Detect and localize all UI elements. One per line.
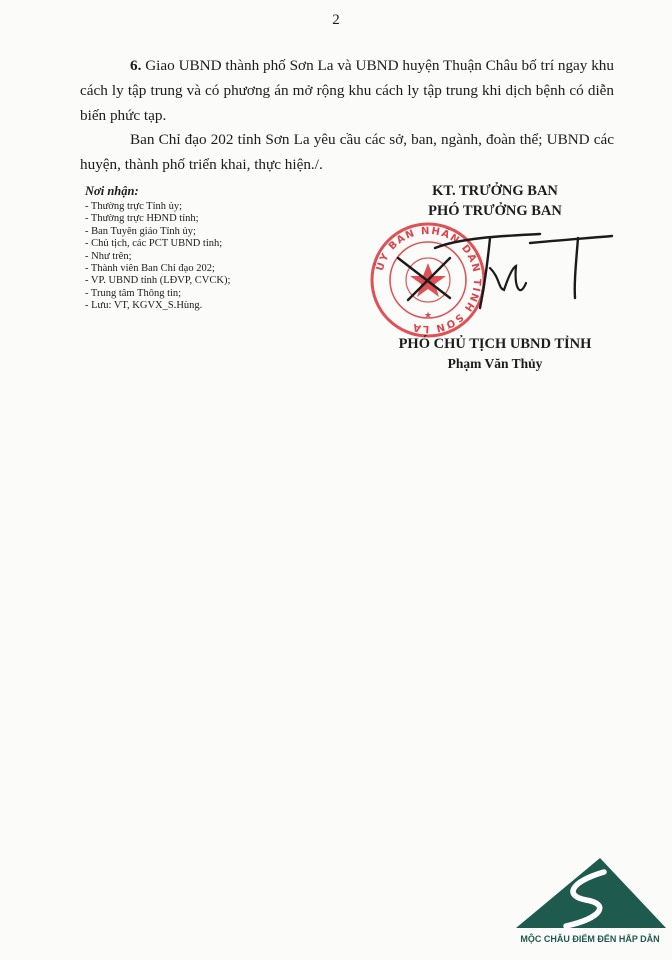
recipient-item: - VP. UBND tỉnh (LĐVP, CVCK); <box>85 275 231 287</box>
paragraph-6-text: Giao UBND thành phố Sơn La và UBND huyện Thuận Châu bố trí ngay khu cách ly tập trung và có phương án mở rộng khu cách ly tập trung khi dịch bệnh có diễn biến phức tạp. <box>80 57 614 124</box>
recipient-item: - Chủ tịch, các PCT UBND tỉnh; <box>85 238 223 250</box>
paragraph-number: 6. <box>130 57 142 74</box>
page-number: 2 <box>332 12 340 28</box>
recipient-item: - Ban Tuyên giáo Tỉnh ủy; <box>85 225 196 237</box>
recipient-item: - Trung tâm Thông tin; <box>85 287 182 299</box>
paragraph-6 <box>80 53 614 128</box>
recipient-item: - Như trên; <box>85 250 132 262</box>
svg-text:ỦY BAN NHÂN DÂN TỈNH SƠN LA: ỦY BAN NHÂN DÂN TỈNH SƠN LA <box>374 225 483 335</box>
watermark-text: MỘC CHÂU ĐIỂM ĐẾN HẤP DẪN <box>520 934 660 944</box>
mountain-road-icon <box>512 856 668 934</box>
recipient-item: - Thường trực HĐND tỉnh; <box>85 213 199 225</box>
signature-title-block <box>360 181 630 221</box>
recipient-item: - Lưu: VT, KGVX_S.Hùng. <box>85 300 203 312</box>
svg-text:★: ★ <box>423 311 433 321</box>
signature-name-block <box>360 334 630 374</box>
signature-line-2: PHÓ TRƯỞNG BAN <box>428 203 562 219</box>
recipient-item: - Thành viên Ban Chỉ đạo 202; <box>85 263 215 275</box>
signer-position: PHÓ CHỦ TỊCH UBND TỈNH <box>398 336 592 352</box>
recipients-title: Nơi nhận: <box>85 184 139 198</box>
recipient-item: - Thường trực Tỉnh ủy; <box>85 201 183 212</box>
closing-paragraph: Ban Chỉ đạo 202 tỉnh Sơn La yêu cầu các sở, ban, ngành, đoàn thể; UBND các huyện, thành phố triển khai, thực hiện./. <box>80 131 614 173</box>
signer-name: Phạm Văn Thủy <box>447 356 543 371</box>
recipients-list <box>85 201 345 313</box>
signature-line-1: KT. TRƯỞNG BAN <box>432 183 558 199</box>
handwritten-signature-icon <box>380 228 620 328</box>
recipients-block <box>85 184 345 313</box>
moc-chau-logo <box>512 856 668 956</box>
